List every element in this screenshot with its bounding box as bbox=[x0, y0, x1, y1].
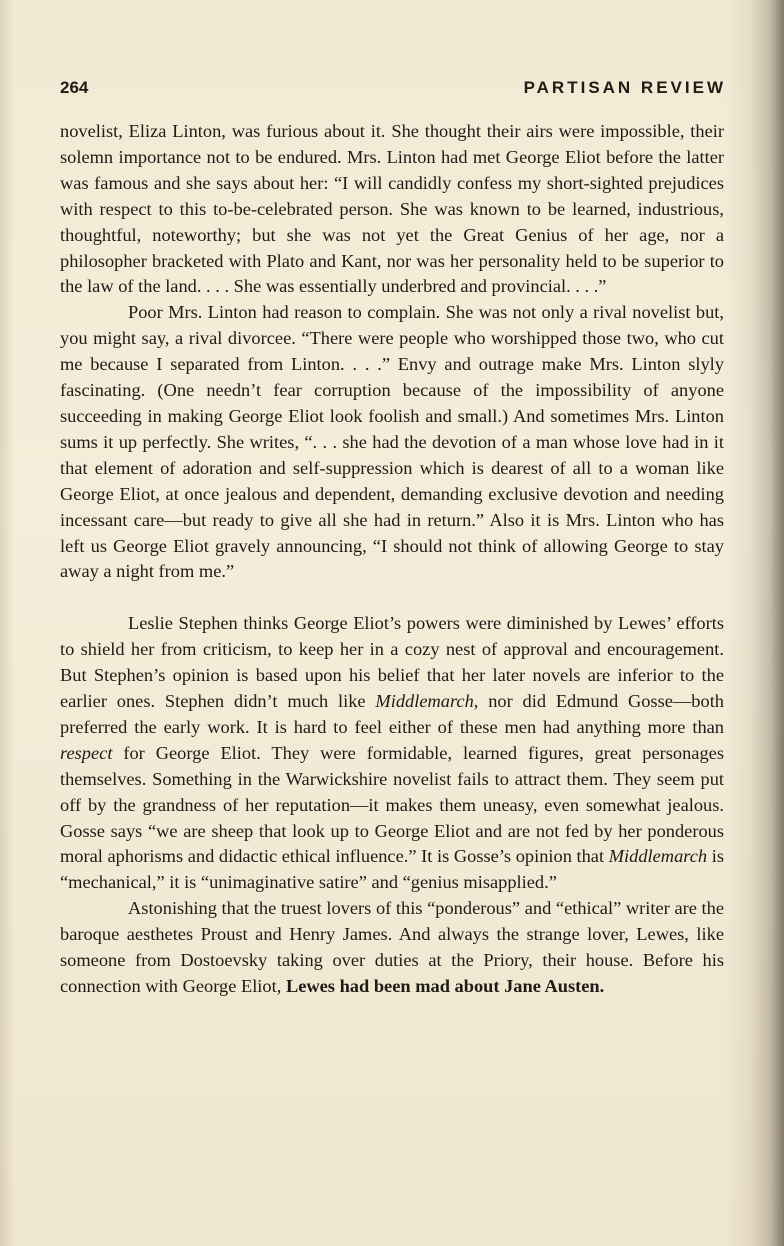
paragraph-3-text-d: is “mechanical,” it is “unimaginative satire” and “genius misapplied.” bbox=[60, 846, 724, 893]
paragraph-4-text: Astonishing that the truest lovers of this “ponderous” and “ethical” writer are the baroque aesthetes Proust and Henry James. And always the strange lover, Lewes, like someone from Dostoevsky taking over duties at the Priory, their house. Before his connection with George Eliot, bbox=[60, 898, 724, 996]
paragraph-4 bbox=[60, 896, 724, 1000]
emphasis-respect: respect bbox=[60, 742, 113, 763]
paragraph-1: novelist, Eliza Linton, was furious about it. She thought their airs were impossible, their solemn importance not to be endured. Mrs. Linton had met George Eliot before the latter was famous and she says about her: “I will candidly confess my short-sighted prejudices with respect to this to-be-celebrated person. She was known to be learned, industrious, thoughtful, noteworthy; but she was not yet the Great Genius of her age, nor a philosopher bracketed with Plato and Kant, nor was her personality held to be superior to the law of the land. . . . She was essentially underbred and provincial. . . .” bbox=[60, 121, 724, 297]
journal-title: PARTISAN REVIEW bbox=[523, 78, 726, 97]
book-title-middlemarch: Middlemarch, bbox=[375, 691, 479, 712]
running-head bbox=[0, 78, 784, 102]
paragraph-3-text-a: Leslie Stephen thinks George Eliot’s powers were diminished by Lewes’ efforts to shield her from criticism, to keep her in a cozy nest of approval and encouragement. But Stephen’s opinion is based upon his belief that her later novels are inferior to the earlier ones. Stephen didn’t much like bbox=[60, 613, 724, 712]
paragraph-3-text-c: for George Eliot. They were formidable, learned figures, great personages themselves. Something in the Warwickshire novelist fails to attract them. They seem put off by the grandness of her reputation—it makes them uneasy, even somewhat jealous. Gosse says “we are sheep that look up to George Eliot and are not fed by her ponderous moral aphorisms and didactic ethical influence.” It is Gosse’s opinion that bbox=[60, 742, 724, 867]
body-text bbox=[60, 119, 724, 1000]
paragraph-2: Poor Mrs. Linton had reason to complain. She was not only a rival novelist but, you might say, a rival divorcee. “There were people who worshipped those two, who cut me because I separated from Linton. . . .” Envy and outrage make Mrs. Linton slyly fascinating. (One needn’t fear corruption because of the impossibility of anyone succeeding in making George Eliot look foolish and small.) And sometimes Mrs. Linton sums it up perfectly. She writes, “. . . she had the devotion of a man whose love had in it that element of adoration and self-suppression which is dearest of all to a woman like George Eliot, at once jealous and dependent, demanding exclusive devotion and needing incessant care—but ready to give all she had in return.” Also it is Mrs. Linton who has left us George Eliot gravely announcing, “I should not think of allowing George to stay away a night from me.” bbox=[60, 302, 724, 582]
paragraph-3 bbox=[60, 611, 724, 896]
book-title-middlemarch-2: Middlemarch bbox=[608, 846, 708, 867]
page-number: 264 bbox=[60, 78, 89, 97]
paragraph-4-final-line: Lewes had been mad about Jane Austen. bbox=[285, 976, 605, 996]
paragraph-3-text-b: nor did Edmund Gosse—both preferred the early work. It is hard to feel either of these men had anything more than bbox=[60, 691, 724, 737]
